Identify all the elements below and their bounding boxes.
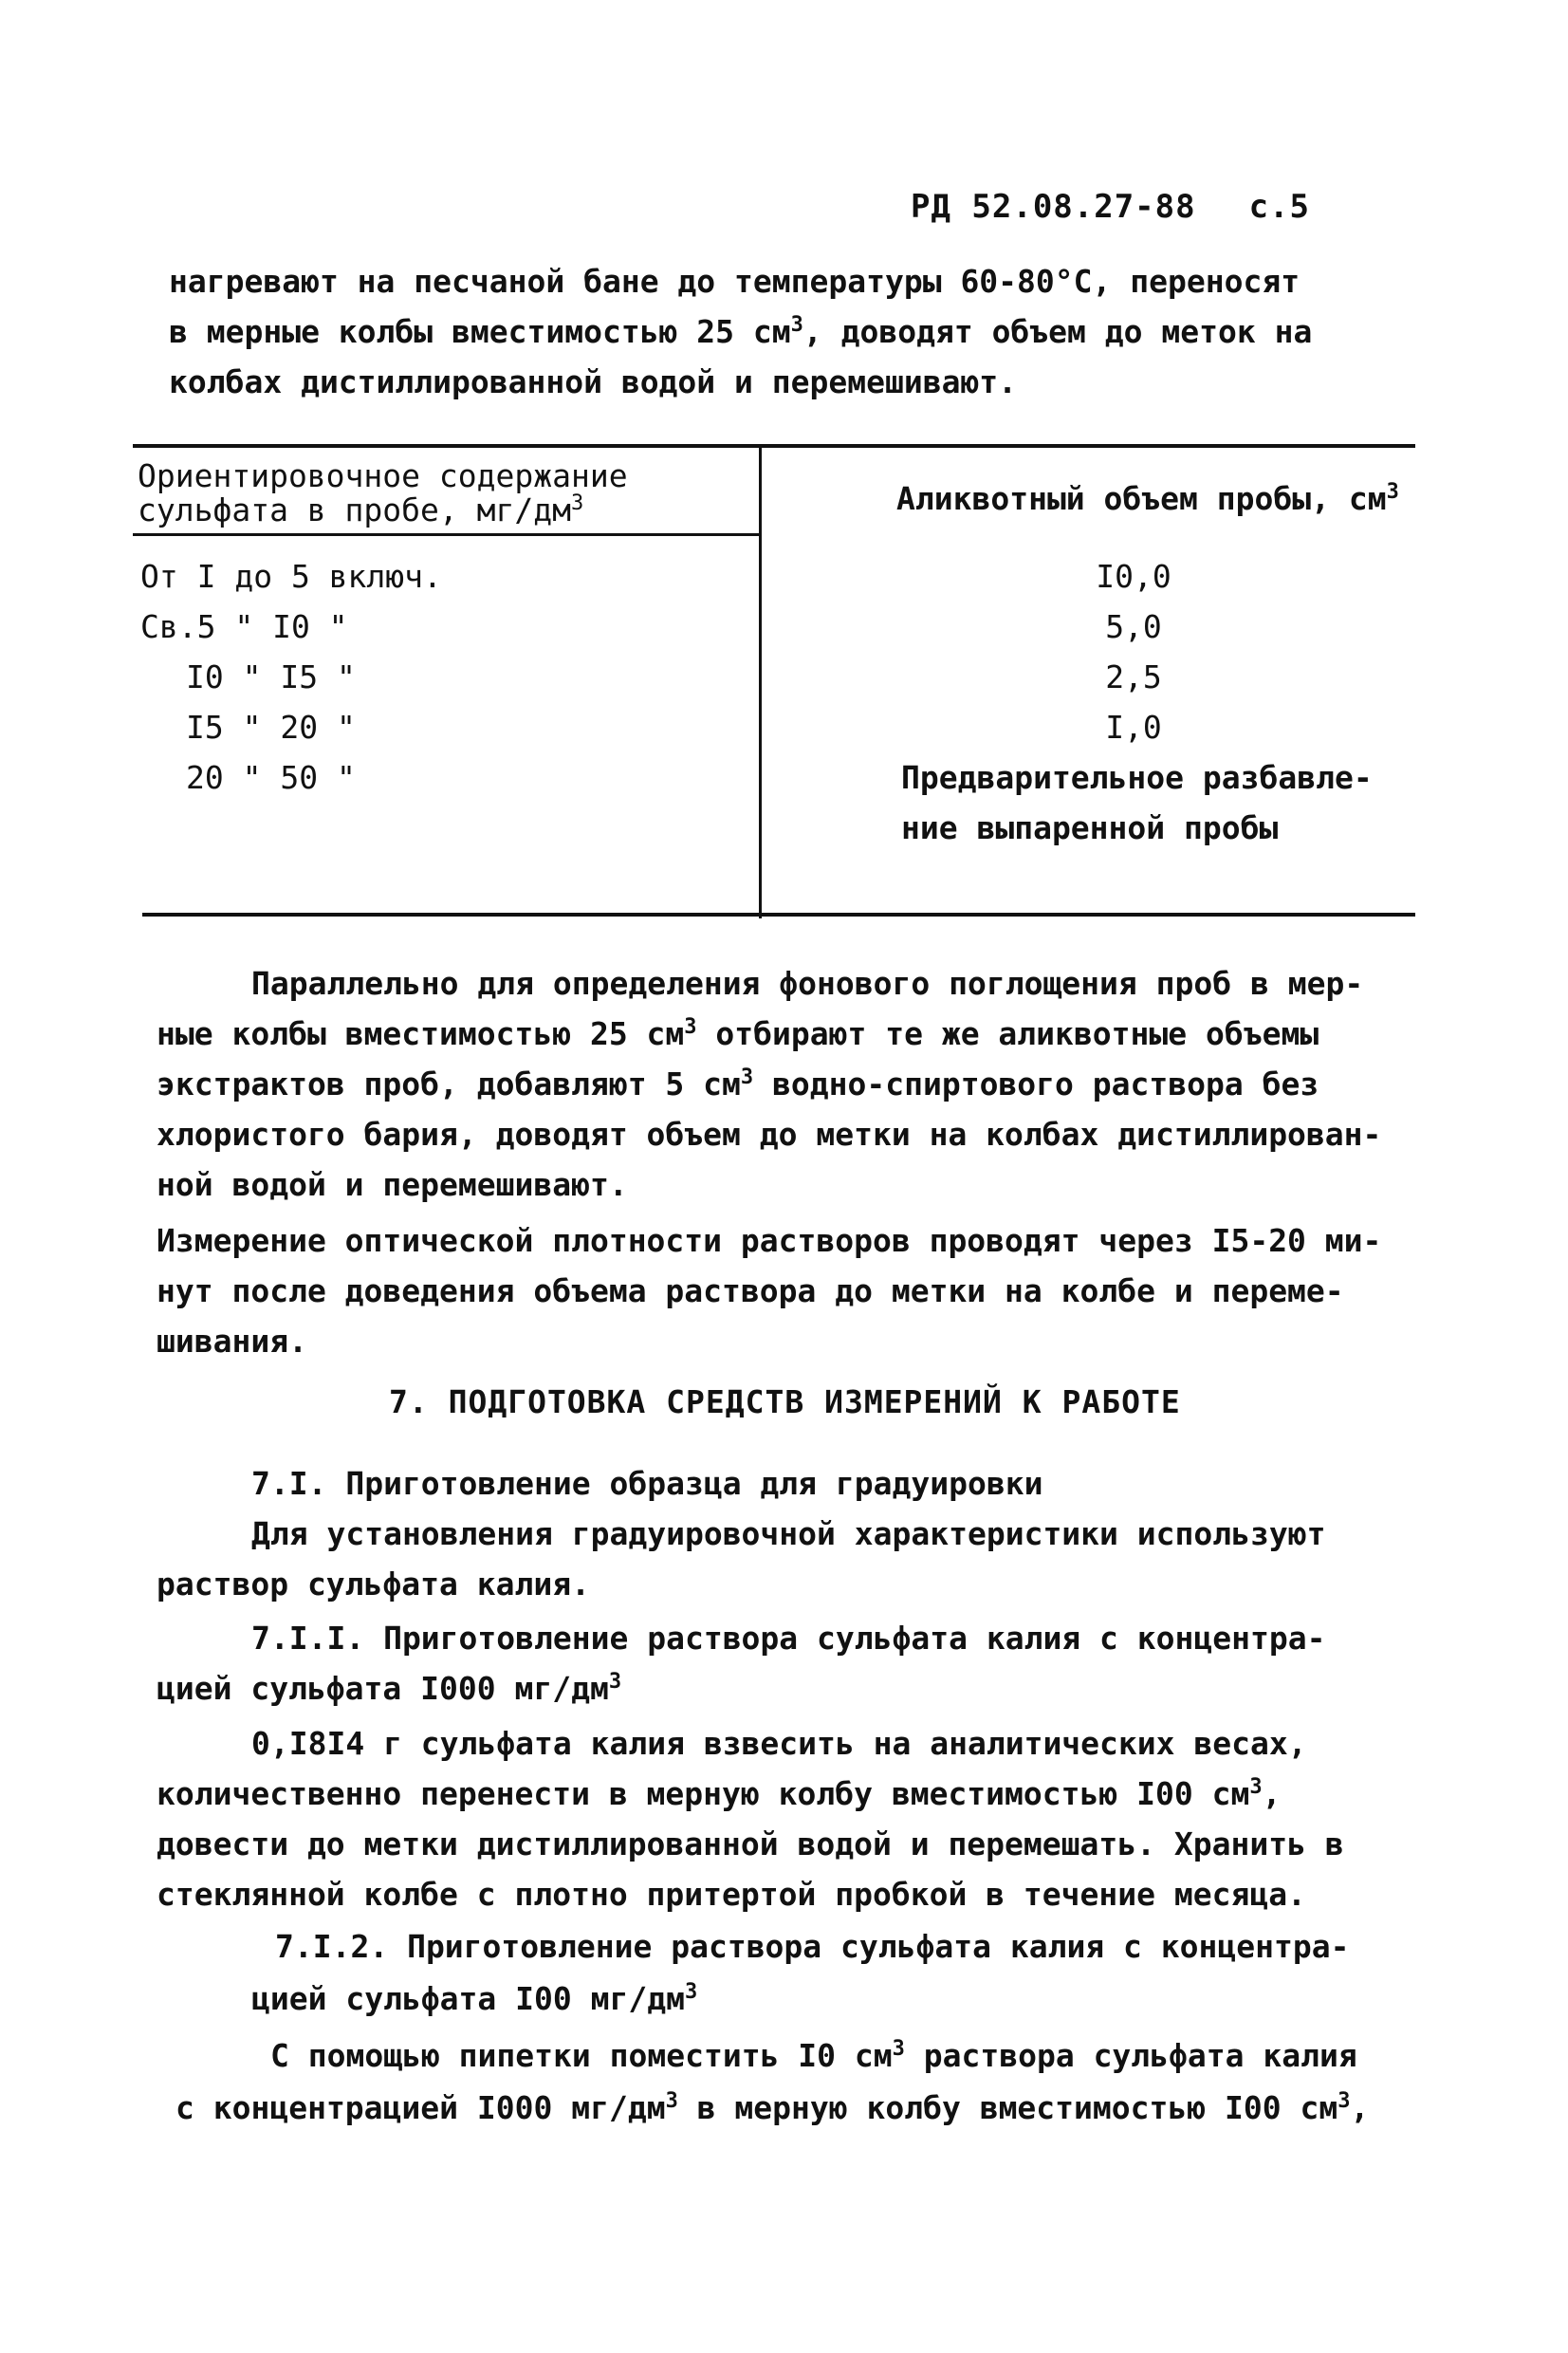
parallel-line-3: [157, 1059, 1319, 1109]
section-7-1-1-body-1: 0,I8I4 г сульфата калия взвесить на аналитических весах,: [251, 1725, 1307, 1762]
intro-line-2: [169, 306, 1312, 357]
section-7-1-2-line-1: 7.I.2. Приготовление раствора сульфата калия с концентра-: [275, 1928, 1350, 1965]
parallel-line-1: Параллельно для определения фонового поглощения проб в мер-: [251, 965, 1364, 1002]
intro-line-2-text-b: , доводят объем до меток на: [802, 313, 1313, 350]
table-column-divider: [759, 444, 762, 918]
section-7-1-line-1: Для установления градуировочной характеристики используют: [251, 1515, 1326, 1552]
section-7-1-2-body-2-text: с концентрацией I000 мг/дм: [175, 2089, 666, 2126]
table-header-line-2-text: сульфата в пробе, мг/дм: [138, 491, 571, 528]
measurement-line-2: нут после доведения объема раствора до метки на колбе и переме-: [157, 1272, 1344, 1309]
section-7-1-1-body-2-text-b: ,: [1262, 1775, 1282, 1812]
parallel-line-3-sup: 3: [740, 1065, 754, 1089]
section-7-1-1-line-1: 7.I.I. Приготовление раствора сульфата калия с концентра-: [251, 1620, 1326, 1657]
intro-line-2-text: в мерные колбы вместимостью 25 см: [169, 313, 791, 350]
parallel-line-3-text: экстрактов проб, добавляют 5 см: [157, 1065, 741, 1102]
section-7-1-1-body-4: стеклянной колбе с плотно притертой пробкой в течение месяца.: [157, 1876, 1306, 1913]
section-7-1-1-line-2: [157, 1663, 621, 1714]
section-7-1-heading: 7.I. Приготовление образца для градуировки: [251, 1465, 1043, 1502]
section-7-1-2-line-2-sup: 3: [684, 1980, 698, 2004]
parallel-line-2-sup: 3: [684, 1015, 697, 1039]
table-bottom-rule: [142, 913, 1415, 917]
table-header-line-2: [138, 493, 628, 528]
section-7-1-2-body-2-sup: 3: [665, 2089, 678, 2113]
measurement-line-3: шивания.: [157, 1323, 307, 1360]
section-7-1-2-line-2: [251, 1973, 697, 2024]
table-row-1-range: От I до 5 включ.: [140, 558, 442, 595]
table-row-3-volume: 2,5: [1105, 658, 1162, 695]
section-7-1-2-body-2-text-c: ,: [1350, 2089, 1370, 2126]
section-7-1-2-body-1-text: С помощью пипетки поместить I0 см: [270, 2037, 893, 2074]
intro-line-1: нагревают на песчаной бане до температуры 60-80°С, переносят: [169, 263, 1301, 300]
parallel-line-4: хлористого бария, доводят объем до метки на колбах дистиллирован-: [157, 1116, 1382, 1153]
table-header-rule: [133, 533, 759, 536]
table-header-volume-text: Аликвотный объем пробы, см: [896, 480, 1387, 517]
table-top-rule: [133, 444, 1415, 448]
table-row-1-volume: I0,0: [1096, 558, 1171, 595]
table-header-volume-sup: 3: [1386, 480, 1399, 504]
measurement-line-1: Измерение оптической плотности растворов проводят через I5-20 ми-: [157, 1222, 1382, 1259]
table-header-content: [138, 459, 628, 528]
parallel-line-5: ной водой и перемешивают.: [157, 1166, 628, 1203]
section-7-1-1-line-2-sup: 3: [608, 1670, 622, 1694]
table-row-4-volume: I,0: [1105, 709, 1162, 746]
table-row-2-volume: 5,0: [1105, 608, 1162, 645]
section-7-1-1-body-2-sup: 3: [1249, 1775, 1263, 1799]
section-7-1-1-body-2: [157, 1769, 1281, 1819]
parallel-line-2: [157, 1009, 1319, 1059]
section-7-1-2-body-2: [175, 2083, 1369, 2133]
page-number: с.5: [1248, 188, 1310, 226]
table-row-4-range: I5 " 20 ": [186, 709, 356, 746]
table-row-5-volume-line-2: ние выпаренной пробы: [901, 809, 1279, 846]
table-row-3-range: I0 " I5 ": [186, 658, 356, 695]
table-row-5-range: 20 " 50 ": [186, 759, 356, 796]
table-row-2-range: Св.5 " I0 ": [140, 608, 348, 645]
doc-code: РД 52.08.27-88: [911, 188, 1196, 226]
section-7-1-2-body-1-text-b: раствора сульфата калия: [904, 2037, 1357, 2074]
parallel-line-2-text: ные колбы вместимостью 25 см: [157, 1015, 685, 1052]
section-7-1-2-line-2-text: цией сульфата I00 мг/дм: [251, 1980, 685, 2017]
parallel-line-3-text-b: водно-спиртового раствора без: [753, 1065, 1319, 1102]
intro-line-2-sup: 3: [790, 313, 803, 337]
section-7-1-2-body-1-sup: 3: [892, 2037, 905, 2061]
section-7-title: 7. ПОДГОТОВКА СРЕДСТВ ИЗМЕРЕНИЙ К РАБОТЕ: [389, 1383, 1181, 1420]
section-7-1-line-2: раствор сульфата калия.: [157, 1566, 590, 1603]
page-header: [911, 188, 1310, 226]
section-7-1-2-body-2-sup-2: 3: [1337, 2089, 1351, 2113]
section-7-1-1-body-3: довести до метки дистиллированной водой и перемешать. Хранить в: [157, 1825, 1344, 1862]
table-header-line-1: Ориентировочное содержание: [138, 457, 628, 494]
section-7-1-1-body-2-text: количественно перенести в мерную колбу вместимостью I00 см: [157, 1775, 1250, 1812]
parallel-line-2-text-b: отбирают те же аликвотные объемы: [696, 1015, 1319, 1052]
section-7-1-2-body-1: [270, 2030, 1357, 2081]
table-header-volume: [896, 474, 1399, 524]
intro-line-3: колбах дистиллированной водой и перемешивают.: [169, 363, 1018, 400]
table-row-5-volume-line-1: Предварительное разбавле-: [901, 759, 1373, 796]
section-7-1-2-body-2-text-b: в мерную колбу вместимостью I00 см: [677, 2089, 1338, 2126]
table-header-line-2-sup: 3: [570, 491, 584, 515]
section-7-1-1-line-2-text: цией сульфата I000 мг/дм: [157, 1670, 609, 1707]
